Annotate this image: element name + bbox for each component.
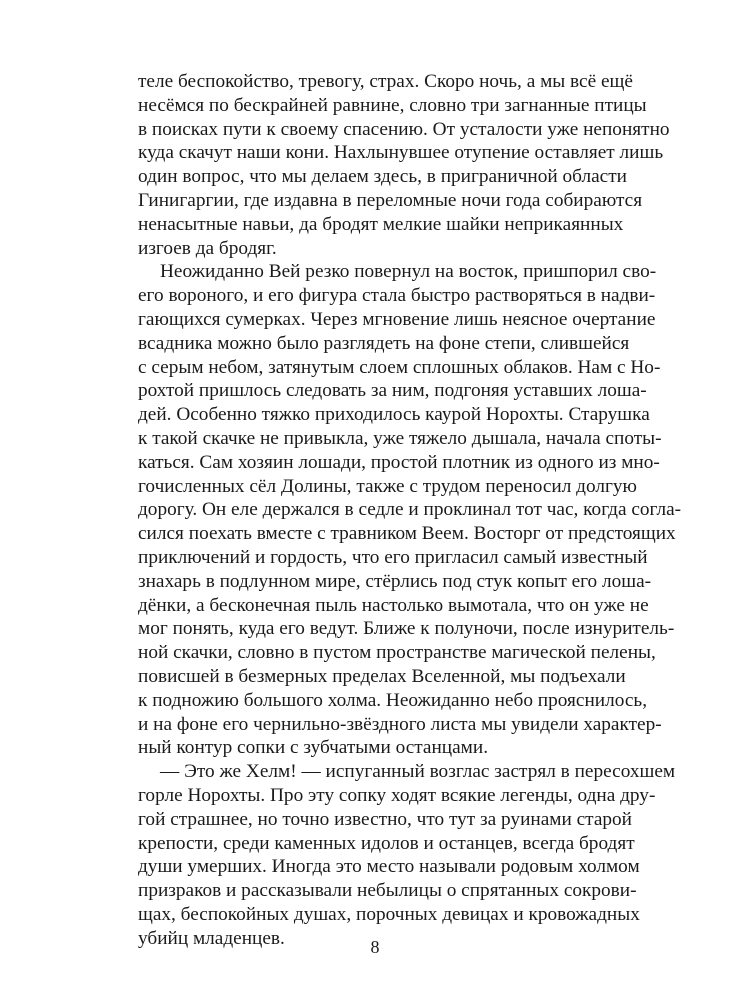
text-line: изгоев да бродяг. bbox=[138, 237, 277, 259]
text-line: гочисленных сёл Долины, также с трудом переносил долгую bbox=[138, 475, 637, 497]
text-line: горле Норохты. Про эту сопку ходят всякие легенды, одна дру- bbox=[138, 784, 656, 806]
text-line: убийц младенцев. bbox=[138, 927, 285, 949]
text-line: сился поехать вместе с травником Веем. Восторг от предстоящих bbox=[138, 523, 676, 545]
text-line: гой страшнее, но точно известно, что тут за руинами старой bbox=[138, 808, 632, 830]
text-line: призраков и рассказывали небылицы о спрятанных сокрови- bbox=[138, 880, 637, 902]
text-line: души умерших. Иногда это место называли родовым холмом bbox=[138, 856, 640, 878]
text-line: всадника можно было разглядеть на фоне степи, слившейся bbox=[138, 332, 630, 354]
text-line: к подножию большого холма. Неожиданно небо прояснилось, bbox=[138, 689, 648, 711]
text-line: повисшей в безмерных пределах Вселенной, мы подъехали bbox=[138, 665, 626, 687]
text-line: теле беспокойство, тревогу, страх. Скоро ночь, а мы всё ещё bbox=[138, 71, 633, 92]
text-line: и на фоне его чернильно-звёздного листа мы увидели характер- bbox=[138, 713, 662, 735]
text-line: к такой скачке не привыкла, уже тяжело дышала, начала споты- bbox=[138, 427, 662, 449]
text-line: несёмся по бескрайней равнине, словно три загнанные птицы bbox=[138, 94, 647, 116]
text-line: Неожиданно Вей резко повернул на восток, пришпорил сво- bbox=[160, 261, 657, 283]
text-line: щах, беспокойных душах, порочных девицах и кровожадных bbox=[138, 903, 640, 925]
text-line: крепости, среди каменных идолов и останцев, всегда бродят bbox=[138, 832, 635, 854]
text-line: мог понять, куда его ведут. Ближе к полуночи, после изнуритель- bbox=[138, 618, 675, 640]
text-line: дей. Особенно тяжко приходилось каурой Норохты. Старушка bbox=[138, 404, 650, 426]
text-line: знахарь в подлунном мире, стёрлись под стук копыт его лоша- bbox=[138, 570, 652, 592]
text-line: дёнки, а бесконечная пыль настолько вымотала, что он уже не bbox=[138, 594, 649, 616]
page-number: 8 bbox=[370, 937, 380, 957]
text-line: дорогу. Он еле держался в седле и проклинал тот час, когда согла- bbox=[138, 499, 682, 521]
body-text bbox=[138, 70, 682, 950]
text-line: в поисках пути к своему спасению. От усталости уже непонятно bbox=[138, 118, 670, 140]
text-line: гающихся сумерках. Через мгновение лишь неясное очертание bbox=[138, 308, 656, 330]
text-line: рохтой пришлось следовать за ним, подгоняя уставших лоша- bbox=[138, 380, 647, 402]
text-line: ной скачки, словно в пустом пространстве магической пелены, bbox=[138, 642, 656, 664]
text-line: его вороного, и его фигура стала быстро растворяться в надви- bbox=[138, 285, 656, 307]
text-line: куда скачут наши кони. Нахлынувшее отупение оставляет лишь bbox=[138, 142, 664, 164]
text-line: приключений и гордость, что его пригласил самый известный bbox=[138, 546, 648, 568]
text-line: — Это же Хелм! — испуганный возглас застрял в пересохшем bbox=[160, 761, 676, 783]
text-line: один вопрос, что мы делаем здесь, в приграничной области bbox=[138, 166, 627, 188]
text-line: с серым небом, затянутым слоем сплошных облаков. Нам с Но- bbox=[138, 356, 661, 378]
text-line: каться. Сам хозяин лошади, простой плотник из одного из мно- bbox=[138, 451, 660, 473]
text-line: ненасытные навьи, да бродят мелкие шайки неприкаянных bbox=[138, 213, 624, 235]
text-line: Гинигаргии, где издавна в переломные ночи года собираются bbox=[138, 189, 643, 211]
text-line: ный контур сопки с зубчатыми останцами. bbox=[138, 737, 489, 759]
